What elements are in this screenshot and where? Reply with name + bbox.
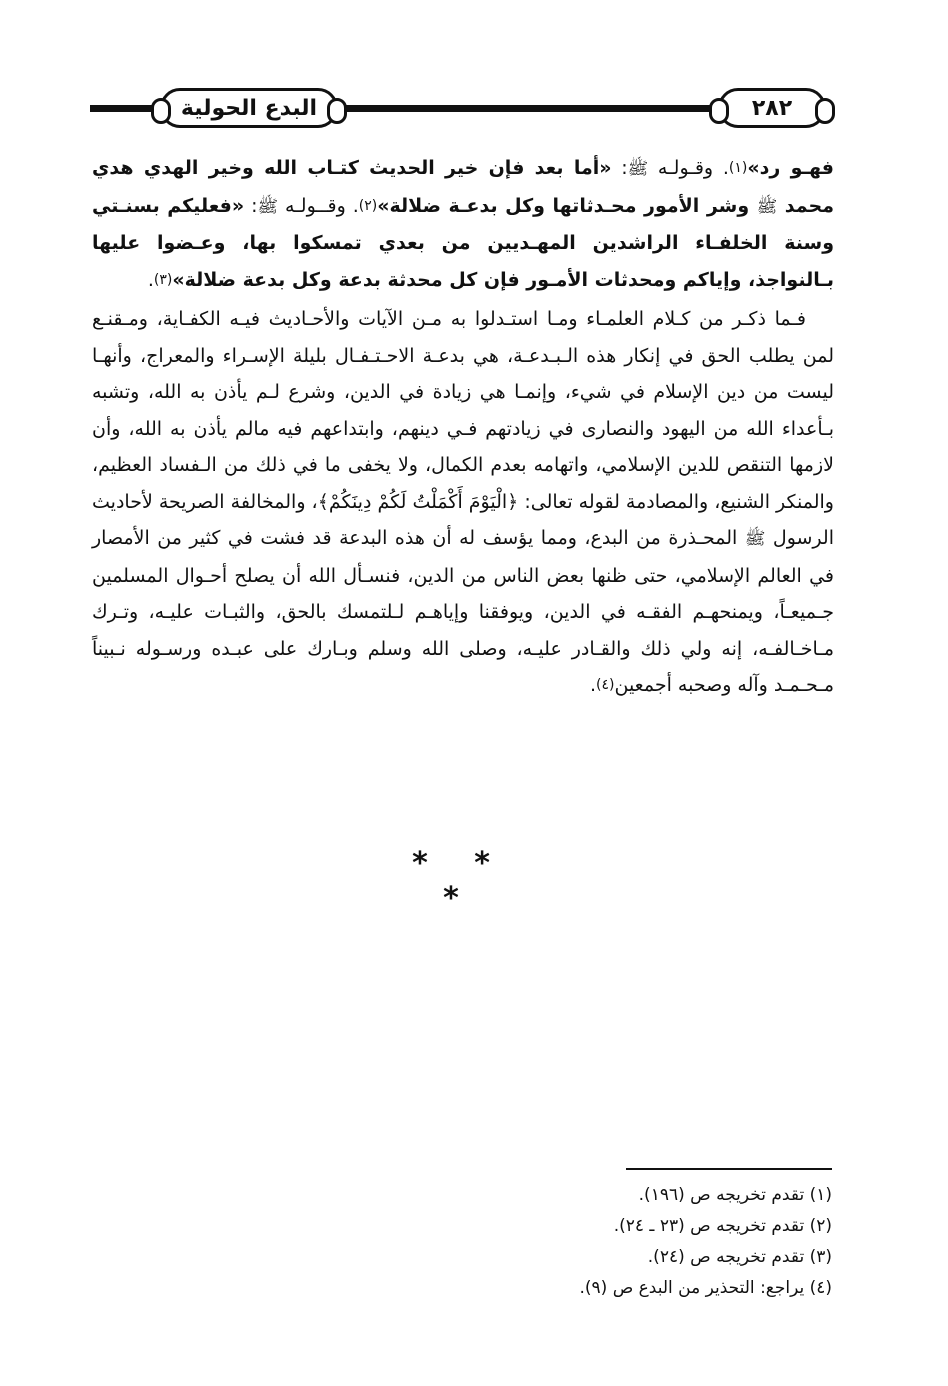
footnote-rule [626,1168,832,1170]
salutation-glyph: ﷺ [627,159,649,179]
text-span: . وقــولـه [278,194,359,217]
footnote-item: (٤) يراجع: التحذير من البدع ص (٩). [579,1278,832,1298]
text-span: . وقـولـه [648,157,729,179]
page-header [90,84,832,134]
text-span: . [147,268,154,291]
hadith-quote-1: «أما بعد فإن خير الحديث كتـاب الله وخير الهدي هدي محمد [92,157,834,217]
quran-verse: ﴿الْيَوْمَ أَكْمَلْتُ لَكُمْ دِينَكُمْ﴾ [317,490,519,513]
running-title-cartouche [160,88,338,128]
hadith-quote-2: «فعليكم بسنـتي وسنة الخلفـاء الراشدين المهـديين من بعدي تمسكوا بها، وعـضوا عليها بـالنواجذ، وإياكم ومحدثات الأمـور فإن كل محدثة بدعة وكل بدعة ضلالة» [92,194,834,291]
footnote-ref-4: (٤) [596,677,615,693]
running-title: البدع الحولية [180,95,318,121]
body-text [92,150,834,704]
salutation-glyph: ﷺ [257,196,279,217]
hadith-quote-1-cont: وشر الأمور محـدثاتها وكل بدعـة ضلالة» [377,194,757,217]
salutation-glyph: ﷺ [756,196,778,217]
text-span: : [244,194,258,217]
section-separator: * * * [412,846,508,916]
text-span: فهـو رد» [747,157,834,179]
text-span: فـما ذكـر من كـلام العلمـاء ومـا استـدلوا به مـن الآيات والأحـاديث فيـه الكفـاية، ومـقنـع لمن يطلب الحق في إنكار هذه الـبـدعـة، هي بدعـة الاحـتـفـال بليلة الإسـراء والمعراج، وأنهـا ليست من دين الإسلام في شيء، وإنمـا هي زيادة في الدين، وشرع لـم يأذن به الله، وتشبه بـأعداء الله من اليهود والنصارى في زيادتهم فـي دينهم، وابتداعهم فيه مالم يأذن به الله، وأن لازمها التنقص للدين الإسلامي، واتهامه بعدم الكمال، ولا يخفى ما في ذلك من الـفساد العظيم، والمنكر الشنيع، والمصادمة لقوله تعالى: [92,308,834,513]
page-number: ٢٨٢ [751,95,793,121]
salutation-glyph: ﷺ [744,529,766,549]
footnotes [300,1180,832,1304]
footnote-item: (٢) تقدم تخريجه ص (٢٣ ـ ٢٤). [613,1216,832,1236]
page-number-cartouche [718,88,826,128]
text-span: المحـذرة من البدع، ومما يؤسف له أن هذه البدعة قد فشت في كثير من الأمصار في العالم الإسلامي، حتى ظنها بعض الناس من الدين، فنسـأل الله أن يصلح أحـوال المسلمين جـميعـاً، ويمنحهـم الفقـه في الدين، ويوفقنا وإياهـم لـلتمسك بالحق، والثبـات عليـه، وتـرك مـاخـالفـه، إنه ولي ذلك والقـادر عليـه، وصلى الله وسلم وبـارك على عبـده ورسـوله نـبيناً مـحـمـد وآله وصحبه أجمعين [92,527,834,696]
paragraph-hadith-quotes [92,150,834,298]
text-span: ، والمخالفة الصريحة لأحاديث الرسول [92,490,834,549]
text-span: : [611,157,628,179]
paragraph-conclusion [92,301,834,704]
footnote-ref-2: (٢) [358,197,378,214]
text-span: . [589,674,597,696]
footnote-item: (١) تقدم تخريجه ص (١٩٦). [638,1185,832,1205]
footnote-ref-3: (٣) [153,271,173,288]
footnote-item: (٣) تقدم تخريجه ص (٢٤). [647,1247,832,1267]
footnote-ref-1: (١) [728,160,748,176]
